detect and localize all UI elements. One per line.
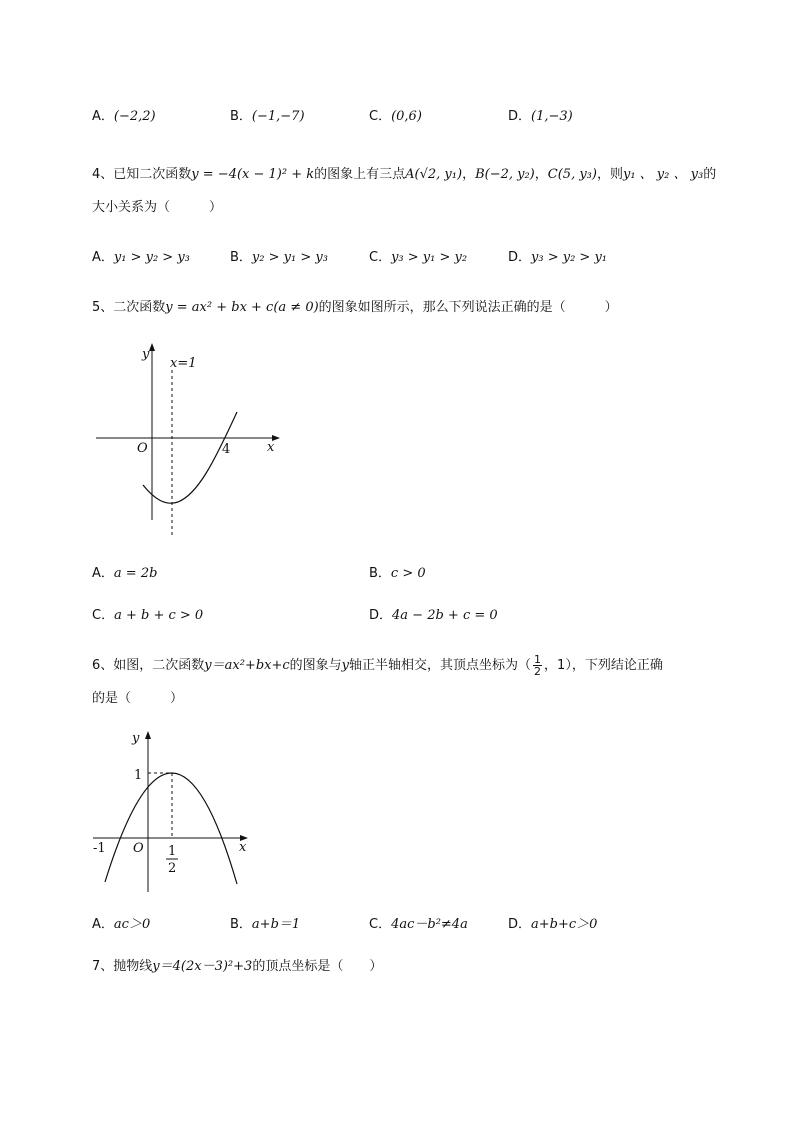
q6-option-b [230, 915, 300, 935]
point-c: C(5, y₃) [547, 167, 597, 182]
q5-option-c [92, 606, 203, 626]
q5-graph [90, 340, 290, 540]
q6-stem-line2: 的是（ ） [92, 691, 184, 706]
option-label: C． [369, 250, 392, 265]
symmetry-axis-label: x=1 [170, 356, 197, 371]
question-number: 4、 [92, 167, 114, 182]
half-numerator-label: 1 [168, 844, 177, 859]
option-text: (0,6) [391, 109, 422, 124]
y-axis-label: y [142, 347, 150, 362]
root-label: 4 [222, 442, 231, 457]
function-expression: y = ax² + bx + c(a ≠ 0) [165, 300, 319, 315]
option-label: D． [369, 608, 393, 623]
q6-option-c [369, 915, 468, 935]
q6-option-d [508, 915, 597, 935]
option-label: B． [230, 109, 252, 124]
point-a: A(√2, y₁) [405, 167, 463, 182]
option-text: a+b+c＞0 [531, 917, 598, 932]
q5-option-a [92, 564, 157, 584]
option-text: (−1,−7) [251, 109, 305, 124]
q5-option-d [369, 606, 498, 626]
vertex-fraction [533, 654, 542, 677]
option-text: c > 0 [390, 566, 426, 581]
function-expression: y＝4(2x－3)²+3 [152, 959, 253, 974]
stem-text: 二次函数 [113, 300, 166, 315]
option-text: y₃ > y₂ > y₁ [531, 250, 607, 265]
y-variable: y [341, 658, 350, 673]
stem-text: ，1），下列结论正确 [544, 658, 663, 673]
option-label: A． [92, 917, 114, 932]
option-text: ac＞0 [113, 917, 151, 932]
half-denominator-label: 2 [168, 861, 177, 876]
q3-option-b [230, 107, 305, 127]
stem-text: ，则 [596, 167, 623, 182]
option-text: a = 2b [113, 566, 158, 581]
origin-label: O [133, 841, 144, 856]
y-values: y₁ 、 y₂ 、 y₃ [622, 167, 704, 182]
y-axis-arrow [145, 731, 151, 739]
vertex-y-label: 1 [134, 768, 143, 783]
q7-stem [92, 957, 382, 977]
neg-one-label: -1 [93, 841, 106, 856]
function-expression: y = −4(x − 1)² + k [191, 167, 315, 182]
stem-text: 如图，二次函数 [113, 658, 205, 673]
option-text: y₃ > y₁ > y₂ [391, 250, 468, 265]
q3-option-a [92, 107, 156, 127]
option-text: 4ac－b²≠4a [391, 917, 468, 932]
q3-option-d [508, 107, 573, 127]
option-text: (1,−3) [531, 109, 573, 124]
y-axis-arrow [149, 343, 155, 351]
q3-option-c [369, 107, 422, 127]
stem-text: 轴正半轴相交，其顶点坐标为（ [349, 658, 532, 673]
parabola-curve [143, 412, 237, 503]
question-number: 7、 [92, 959, 114, 974]
option-label: C． [369, 917, 392, 932]
q4-option-a [92, 248, 190, 268]
option-text: a + b + c > 0 [114, 608, 204, 623]
option-label: D． [508, 250, 532, 265]
point-b: B(−2, y₂) [475, 167, 535, 182]
option-text: y₂ > y₁ > y₃ [251, 250, 328, 265]
fraction-denominator: 2 [534, 665, 542, 678]
function-expression: y＝ax²+bx+c [204, 658, 290, 673]
separator: ， [462, 167, 476, 182]
option-text: y₁ > y₂ > y₃ [113, 250, 190, 265]
q4-stem-line2: 大小关系为（ ） [92, 200, 223, 215]
option-label: B． [369, 566, 391, 581]
q4-option-c [369, 248, 467, 268]
option-text: (−2,2) [113, 109, 156, 124]
option-label: C． [369, 109, 392, 124]
stem-text: 的 [703, 167, 717, 182]
option-label: A． [92, 566, 114, 581]
option-label: B． [230, 917, 252, 932]
option-label: A． [92, 109, 114, 124]
stem-text: 抛物线 [113, 959, 153, 974]
origin-label: O [137, 441, 148, 456]
option-label: B． [230, 250, 252, 265]
fraction-numerator: 1 [534, 653, 542, 666]
q4-stem-line1 [92, 165, 716, 185]
x-axis-label: x [239, 840, 247, 855]
stem-text: 的顶点坐标是（ ） [252, 959, 383, 974]
x-axis-label: x [267, 440, 275, 455]
q5-stem [92, 298, 618, 318]
option-label: D． [508, 109, 532, 124]
separator: ， [534, 167, 548, 182]
stem-text: 已知二次函数 [113, 167, 192, 182]
stem-text: 的图象上有三点 [314, 167, 406, 182]
stem-text: 的图象如图所示，那么下列说法正确的是（ ） [318, 300, 618, 315]
option-label: A． [92, 250, 114, 265]
option-label: D． [508, 917, 532, 932]
option-text: a+b＝1 [251, 917, 301, 932]
stem-text: 的图象与 [289, 658, 342, 673]
question-number: 5、 [92, 300, 114, 315]
q4-option-d [508, 248, 607, 268]
question-number: 6、 [92, 658, 114, 673]
option-text: 4a − 2b + c = 0 [392, 608, 498, 623]
q4-option-b [230, 248, 328, 268]
q6-stem-line1 [92, 653, 663, 679]
q6-graph [90, 728, 255, 896]
q6-option-a [92, 915, 150, 935]
y-axis-label: y [132, 731, 140, 746]
q5-option-b [369, 564, 426, 584]
option-label: C． [92, 608, 115, 623]
